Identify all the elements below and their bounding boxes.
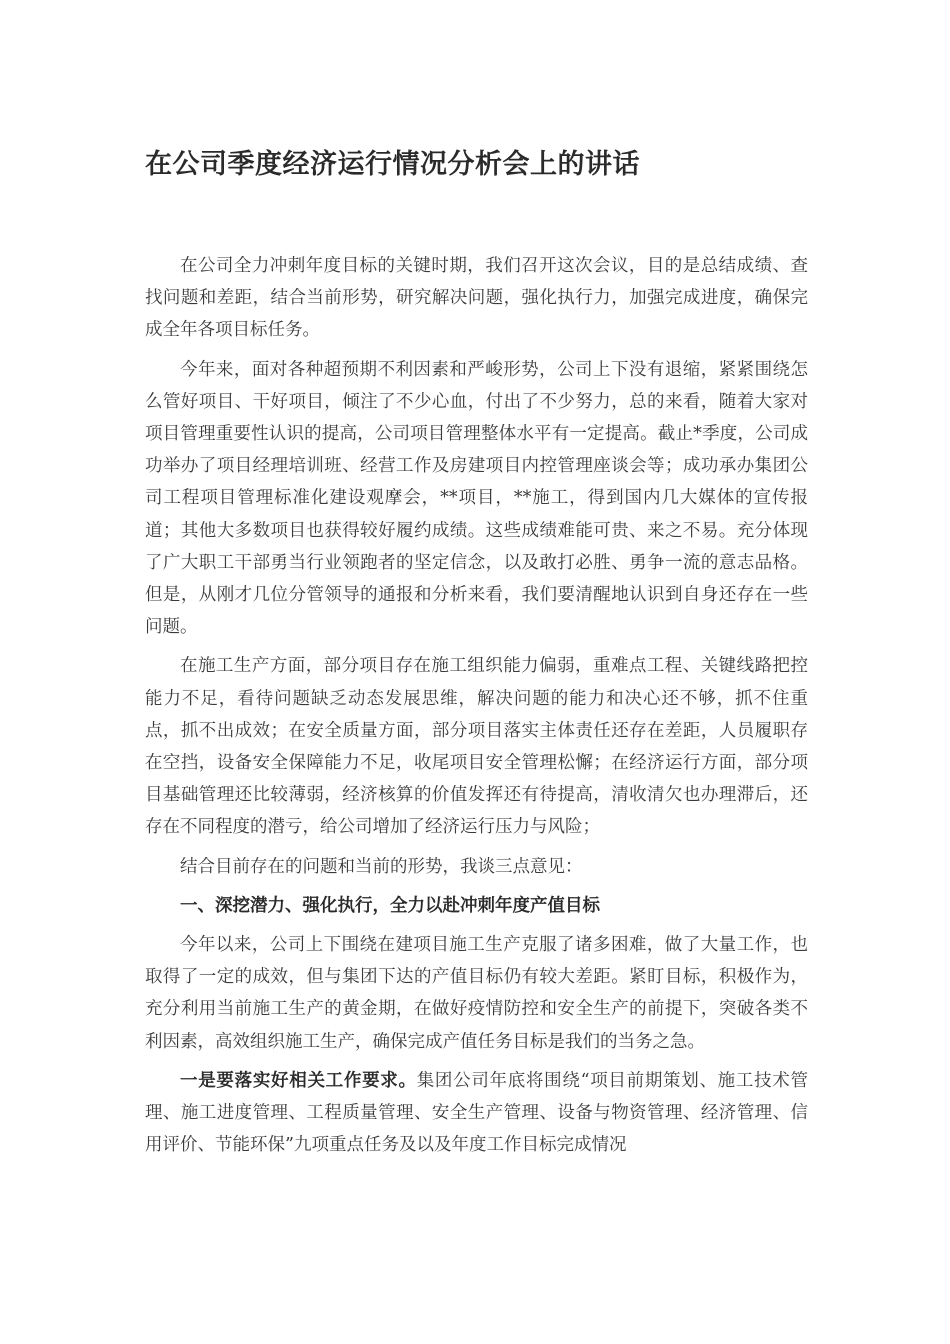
paragraph-transition: 结合目前存在的问题和当前的形势，我谈三点意见： [180, 856, 583, 877]
document-title: 在公司季度经济运行情况分析会上的讲话 [145, 149, 640, 180]
paragraph-lead: 一是要落实好相关工作要求。 [180, 1070, 417, 1091]
paragraph-section-1: 今年以来，公司上下围绕在建项目施工生产克服了诸多困难，做了大量工作，也取得了一定的成效，但与集团下达的产值目标仍有较大差距。紧盯目标，积极作为，充分利用当前施工生产的黄金期，在做好疫情防控和安全生产的前提下，突破各类不利因素，高效组织施工生产，确保完成产值任务目标是我们的当务之急。 [145, 935, 808, 1052]
paragraph-requirement-1 [145, 1065, 808, 1162]
paragraph-problems: 在施工生产方面，部分项目存在施工组织能力偏弱，重难点工程、关键线路把控能力不足，看待问题缺乏动态发展思维，解决问题的能力和决心还不够，抓不住重点，抓不出成效；在安全质量方面，部分项目落实主体责任还存在差距，人员履职存在空挡，设备安全保障能力不足，收尾项目安全管理松懈；在经济运行方面，部分项目基础管理还比较薄弱，经济核算的价值发挥还有待提高，清收清欠也办理滞后，还存在不同程度的潜亏，给公司增加了经济运行压力与风险； [145, 656, 808, 838]
document-body [145, 250, 808, 1168]
section-heading-1: 一、深挖潜力、强化执行，全力以赴冲刺年度产值目标 [180, 895, 600, 916]
paragraph-achievements: 今年来，面对各种超预期不利因素和严峻形势，公司上下没有退缩，紧紧围绕怎么管好项目、干好项目，倾注了不少心血，付出了不少努力，总的来看，随着大家对项目管理重要性认识的提高，公司项目管理整体水平有一定提高。截止*季度，公司成功举办了项目经理培训班、经营工作及房建项目内控管理座谈会等；成功承办集团公司工程项目管理标准化建设观摩会，**项目，**施工，得到国内几大媒体的宣传报道；其他大多数项目也获得较好履约成绩。这些成绩难能可贵、来之不易。充分体现了广大职工干部勇当行业领跑者的坚定信念，以及敢打必胜、勇争一流的意志品格。但是，从刚才几位分管领导的通报和分析来看，我们要清醒地认识到自身还存在一些问题。 [145, 359, 808, 638]
paragraph-lead-text: 集团公司年底将围绕“项目前期策划、施工技术管理、施工进度管理、工程质量管理、安全生产管理、设备与物资管理、经济管理、信用评价、节能环保”九项重点任务及以及年度工作目标完成情况 [145, 1070, 809, 1156]
paragraph-opening: 在公司全力冲刺年度目标的关键时期，我们召开这次会议，目的是总结成绩、查找问题和差距，结合当前形势，研究解决问题，强化执行力，加强完成进度，确保完成全年各项目标任务。 [145, 256, 808, 341]
